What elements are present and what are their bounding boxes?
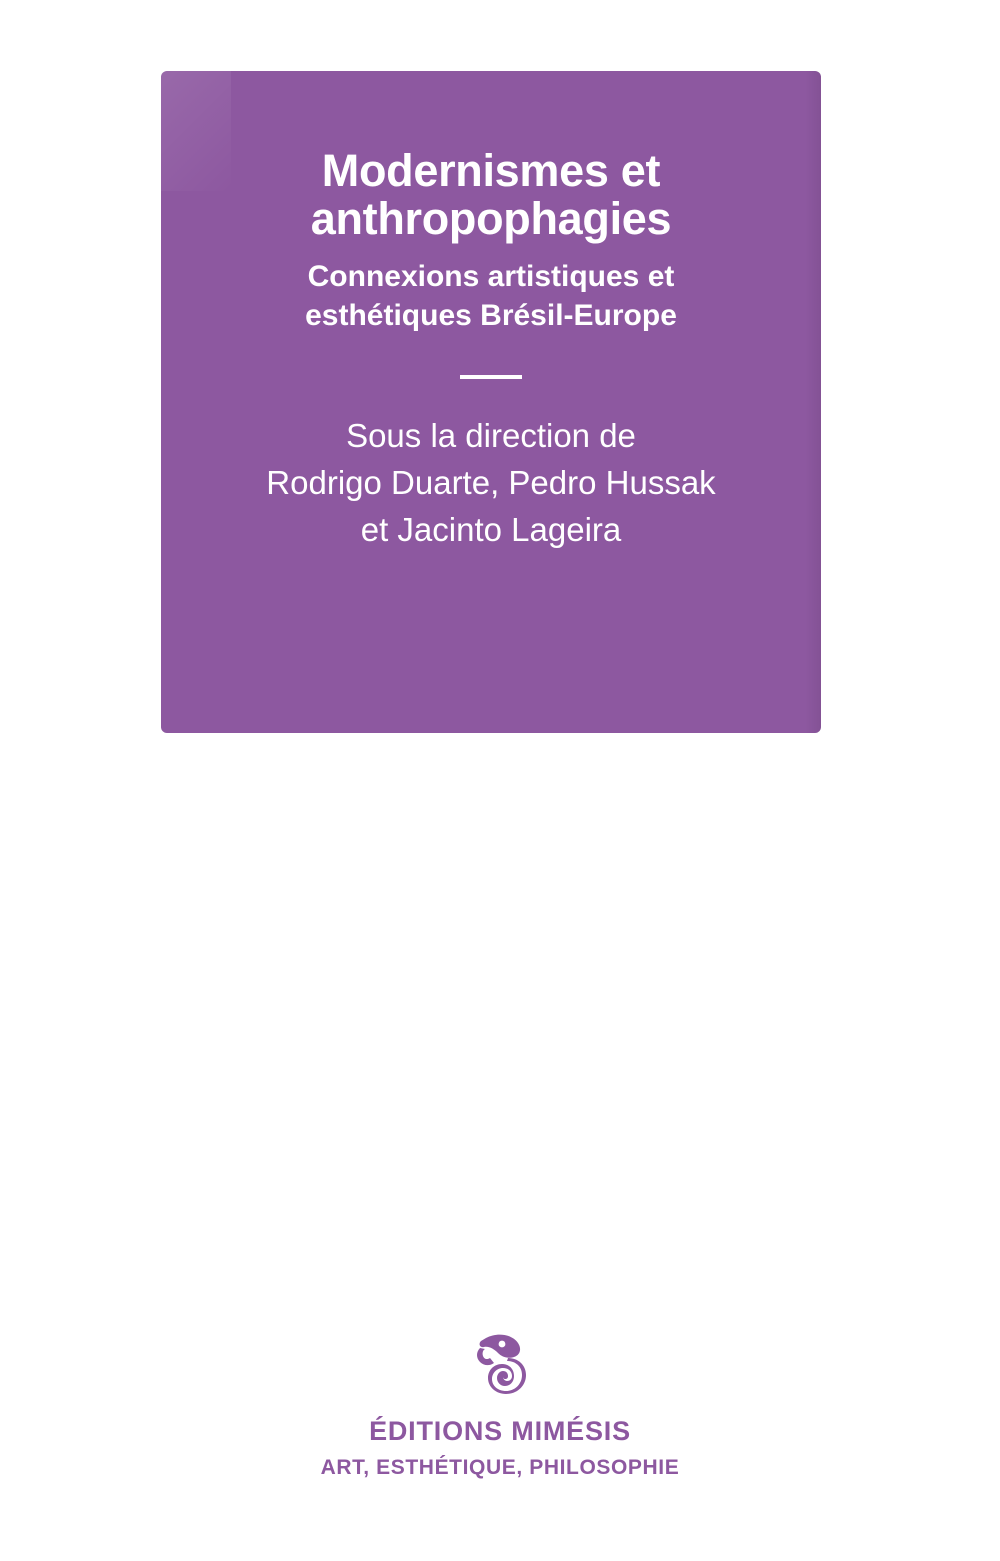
- book-title: [161, 147, 821, 242]
- book-subtitle-line-2: esthétiques Brésil-Europe: [305, 298, 677, 332]
- divider-rule: [460, 375, 522, 379]
- book-subtitle: [161, 258, 821, 335]
- publisher-block: [0, 1330, 1000, 1480]
- book-title-line-2: anthropophagies: [310, 192, 672, 244]
- cover-text-block: [161, 147, 821, 554]
- editors-line-1: Sous la direction de: [346, 417, 636, 455]
- editors-line-3: et Jacinto Lageira: [360, 510, 622, 548]
- cover-panel: [161, 71, 821, 733]
- book-title-line-1: Modernismes et: [321, 145, 661, 196]
- publisher-tagline: ART, ESTHÉTIQUE, PHILOSOPHIE: [320, 1456, 680, 1479]
- publisher-name: ÉDITIONS MIMÉSIS: [369, 1416, 631, 1446]
- editors-line-2: Rodrigo Duarte, Pedro Hussak: [266, 464, 716, 502]
- editors-block: [161, 413, 821, 554]
- book-subtitle-line-1: Connexions artistiques et: [307, 260, 675, 294]
- chameleon-spiral-icon: [456, 1330, 544, 1402]
